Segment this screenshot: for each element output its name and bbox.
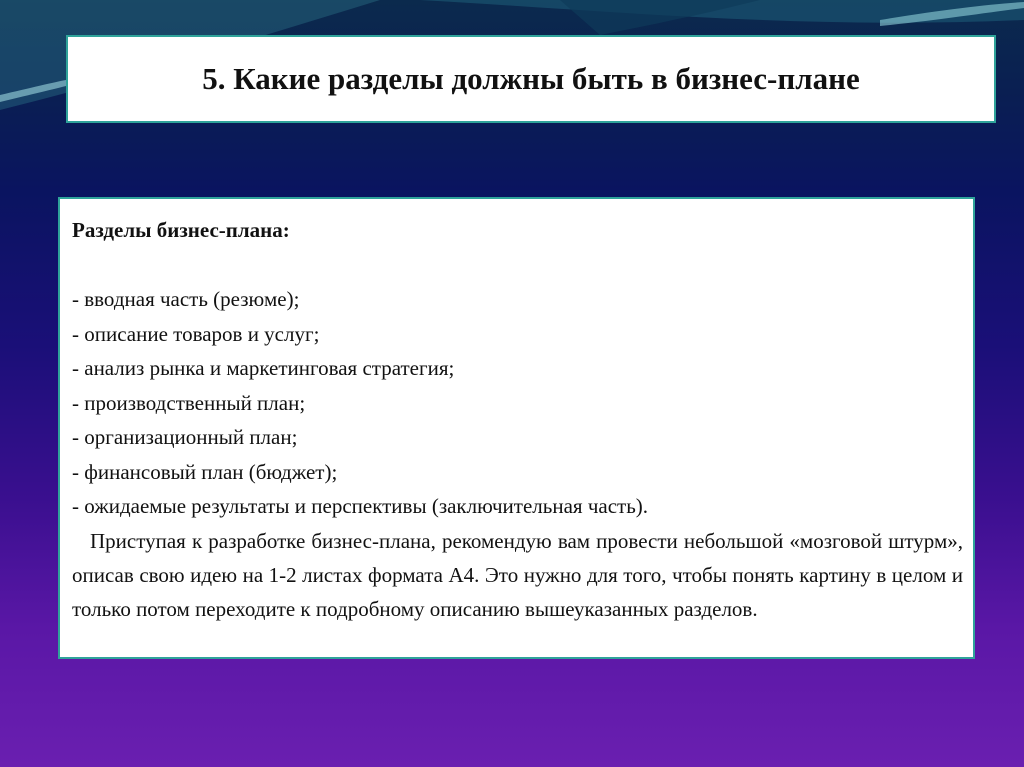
slide-title: 5. Какие разделы должны быть в бизнес-плане (202, 61, 860, 96)
list-item: - финансовый план (бюджет); (72, 459, 338, 484)
title-box (66, 35, 996, 123)
list-item: - вводная часть (резюме); (72, 287, 300, 311)
spacer (72, 248, 963, 283)
list-item: - описание товаров и услуг; (72, 321, 320, 346)
list-item: - производственный план; (72, 390, 306, 415)
list-item: - организационный план; (72, 425, 298, 449)
content-paragraph: Приступая к разработке бизнес-плана, рекомендую вам провести небольшой «мозговой штурм», описав свою идею на 1-2 листах формата А4. Это нужно для того, чтобы понять картину в целом и только потом переходите к подробному описанию вышеуказанных разделов. (72, 528, 963, 621)
content-heading: Разделы бизнес-плана: (72, 218, 290, 242)
list-item: - ожидаемые результаты и перспективы (заключительная часть). (72, 494, 649, 518)
list-item: - анализ рынка и маркетинговая стратегия; (72, 356, 455, 380)
content-box (58, 197, 975, 659)
